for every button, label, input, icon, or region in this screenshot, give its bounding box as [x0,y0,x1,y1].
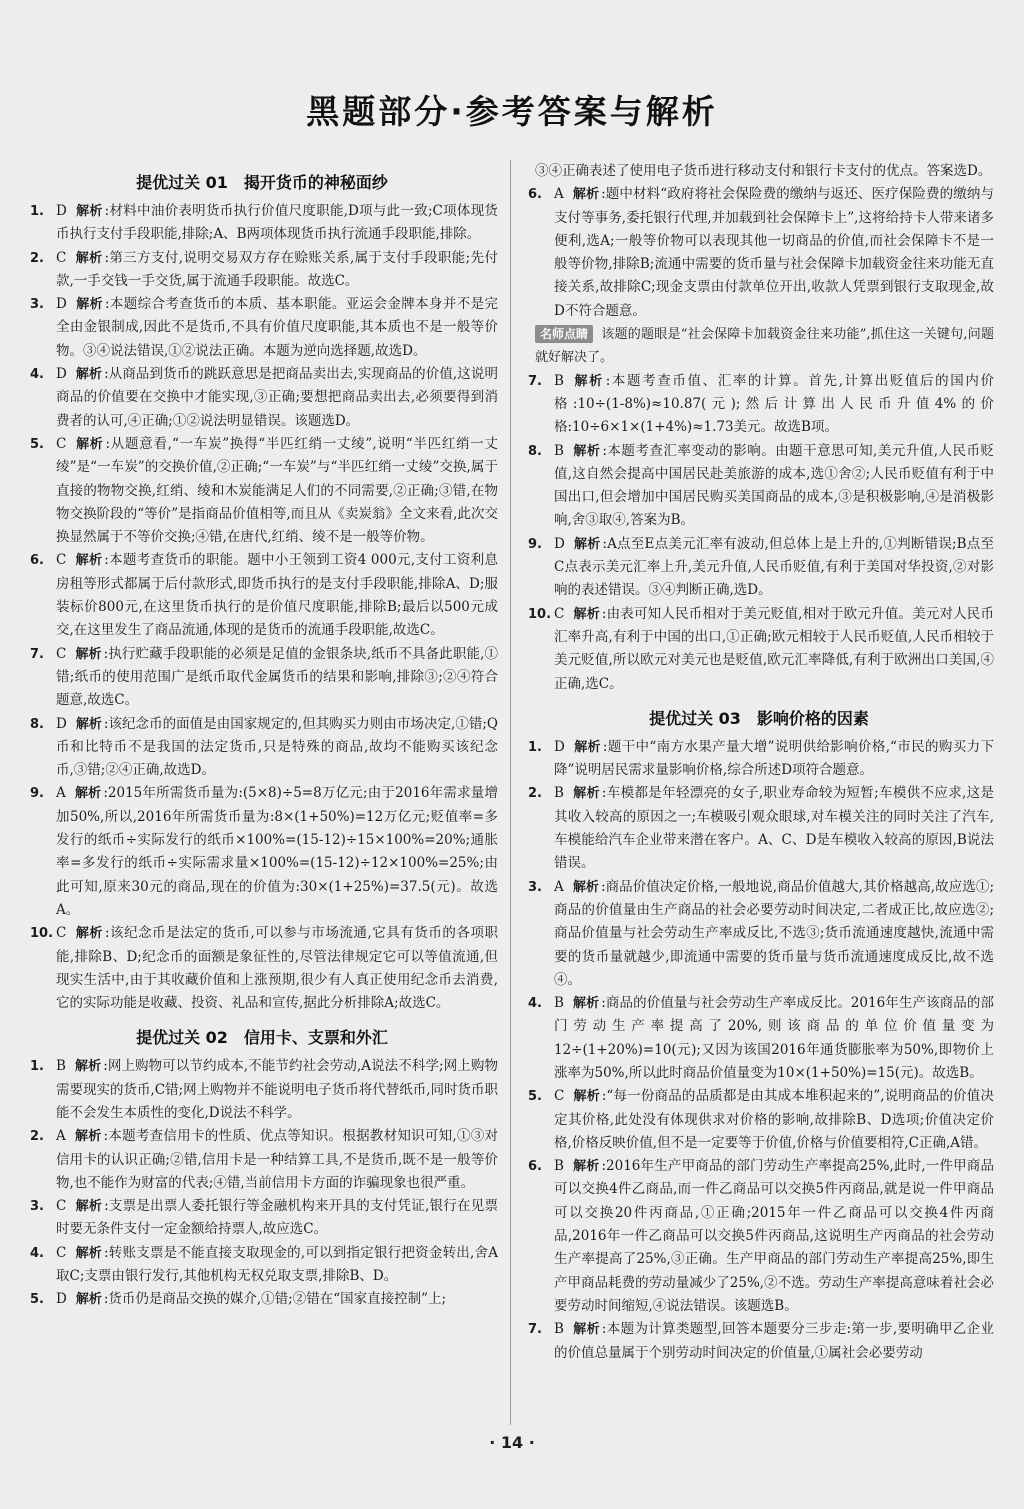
analysis-label: 解析 [75,1245,103,1261]
analysis-text: :执行贮藏手段职能的必须是足值的金银条块,纸币不具备此职能,①错;纸币的使用范围广是纸币取代金属货币的结果和影响,排除③;②④符合题意,故选C。 [56,645,498,709]
answer-choice: B [554,995,564,1012]
analysis-text: :本题综合考查货币的本质、基本职能。亚运会金牌本身并不是完全由金银制成,因此不是货币,不具有价值尺度职能,其本质也不是一般等价物。③④说法错误,①②说法正确。本题为逆向选择题,故选D。 [56,296,498,359]
analysis-label: 解析 [572,1159,600,1175]
answer-item [524,1155,994,1318]
analysis-text: :网上购物可以节约成本,不能节约社会劳动,A说法不科学;网上购物需要现实的货币,C错;网上购物并不能说明电子货币将代替纸币,同时货币职能不会发生本质性的变化,D说法不科学。 [56,1058,498,1121]
analysis-label: 解析 [75,646,102,662]
analysis-text: :题干中“南方水果产量大增”说明供给影响价格,“市民的购买力下降”说明居民需求量影响价格,综合所述D项符合题意。 [554,738,994,779]
answer-choice: C [56,1244,67,1261]
answer-item [26,247,498,294]
left-column [26,164,498,1312]
answer-number: 9. [528,536,542,552]
teacher-tip [524,323,994,370]
answer-choice: D [56,1291,67,1308]
answer-choice: C [554,1088,565,1105]
answer-number: 3. [30,1199,44,1215]
answer-number: 7. [528,1322,542,1338]
analysis-text: :车模都是年轻漂亮的女子,职业寿命较为短暂;车模供不应求,这是其收入较高的原因之一;车模吸引观众眼球,对车模关注的同时关注了汽车,车模能给汽车企业带来潜在客户。A、C、D是车模收入较高的原因,B说法错误。 [554,785,994,872]
analysis-text: :材料中油价表明货币执行价值尺度职能,D项与此一致;C项体现货币执行支付手段职能,排除;A、B两项体现货币执行流通手段职能,排除。 [56,203,498,243]
answer-number: 5. [528,1089,542,1105]
analysis-text: :商品价值决定价格,一般地说,商品价值越大,其价格越高,故应选①;商品的价值量由生产商品的社会必要劳动时间决定,二者成正比,故应选②;商品价值量与社会劳动生产率成反比,不选③;货币流通速度越快,流通中需要的货币量就越少,即流通中需要的货币量与货币流通速度成反比,故不选④。 [554,878,994,988]
answer-item [26,363,498,433]
continuation-text: ③④正确表述了使用电子货币进行移动支付和银行卡支付的优点。答案选D。 [535,163,992,179]
analysis-text: :本题考查信用卡的性质、优点等知识。根据教材知识可知,①③对信用卡的认识正确;②错,信用卡是一种结算工具,不是货币,既不是一般等价物,也不能作为财富的代表;④错,当前信用卡方面的诈骗现象也很严重。 [56,1128,498,1191]
answer-choice: A [56,785,66,802]
section-title-02: 提优过关 02 信用卡、支票和外汇 [136,1028,388,1048]
answer-number: 6. [30,553,44,569]
answer-choice: B [554,442,564,459]
answer-item [26,549,498,642]
answer-list-01 [26,200,498,1015]
analysis-label: 解析 [572,373,604,389]
analysis-text: :支票是出票人委托银行等金融机构来开具的支付凭证,银行在见票时要无条件支付一定金额给持票人,故应选C。 [56,1198,498,1238]
answer-item [26,1055,498,1125]
answer-list-02 [26,1055,498,1311]
analysis-label: 解析 [75,716,102,732]
analysis-text: :货币仍是商品交换的媒介,①错;②错在“国家直接控制”上; [103,1291,447,1308]
answer-choice: C [56,435,67,452]
section-title-01: 提优过关 01 揭开货币的神秘面纱 [136,173,388,192]
answer-number: 9. [30,786,44,802]
answer-number: 8. [30,716,44,732]
answer-item [26,782,498,922]
analysis-text: :由表可知人民币相对于美元贬值,相对于欧元升值。美元对人民币汇率升高,有利于中国的出口,①正确;欧元相较于人民币贬值,人民币相较于美元贬值,所以欧元对美元也是贬值,欧元汇率降低,有利于欧洲出口美国,④正确,选C。 [554,605,994,692]
answer-number: 7. [30,646,44,662]
answer-list-02-continued [524,183,994,323]
answer-choice: C [56,645,67,662]
answer-item [26,713,498,783]
analysis-label: 解析 [74,1129,102,1145]
answer-number: 5. [30,1292,44,1308]
analysis-label: 解析 [75,926,103,942]
analysis-label: 解析 [572,1322,600,1338]
analysis-text: :第三方支付,说明交易双方存在赊账关系,属于支付手段职能;先付款,一手交钱一手交货,属于流通手段职能。故选C。 [56,249,498,289]
answer-item [26,922,498,1015]
analysis-text: :“每一份商品的品质都是由其成本堆积起来的”,说明商品的价值决定其价格,此处没有体现供求对价格的影响,故排除B、D选项;价值决定价格,价格反映价值,但不是一定要等于价值,价格与价值要相符,C正确,A错。 [554,1088,994,1151]
answer-item [524,533,994,603]
analysis-label: 解析 [75,250,103,266]
section-title-03: 提优过关 03 影响价格的因素 [649,708,869,728]
analysis-text: :转账支票是不能直接支取现金的,可以到指定银行把资金转出,舍A取C;支票由银行发行,其他机构无权兑取支票,排除B、D。 [56,1244,498,1285]
answer-item [26,643,498,713]
answer-item [524,876,994,992]
answer-item [524,782,994,875]
answer-choice: D [554,535,565,552]
answer-item [524,603,994,696]
answer-choice: C [554,605,565,622]
tip-text: 该题的题眼是“社会保障卡加载资金往来功能”,抓住这一关键句,问题就好解决了。 [535,327,994,366]
answer-number: 10. [528,606,552,622]
answer-choice: A [554,878,564,895]
analysis-text: :本题考查货币的职能。题中小王领到工资4 000元,支付工资利息房租等形式都属于后付款形式,即货币执行的是支付手段职能,排除A、D;服装标价800元,在这里货币执行的是价值尺度职能,排除B;最后以500元成交,在这里发生了商品流通,体现的是货币的流通手段职能,故选C。 [56,552,498,639]
answer-number: 2. [30,250,44,266]
answer-number: 2. [30,1129,44,1145]
answer-number: 4. [30,1245,44,1261]
analysis-label: 解析 [75,367,103,383]
analysis-label: 解析 [75,297,103,313]
analysis-text: :2016年生产甲商品的部门劳动生产率提高25%,此时,一件甲商品可以交换4件乙商品,而一件乙商品可以交换5件丙商品,就是说一件甲商品可以交换20件丙商品,①正确;2015年一件乙商品可以交换4件丙商品,2016年一件乙商品可以交换5件丙商品,这说明生产丙商品的社会劳动生产率提高了25%,③正确。生产甲商品的部门劳动生产率提高25%,即生产甲商品耗费的劳动量减少了25%,②不选。劳动生产率提高意味着社会必要劳动时间缩短,④说法错误。该题选B。 [554,1158,994,1314]
answer-item [524,440,994,533]
answer-choice: D [56,203,67,219]
answer-number: 8. [528,443,542,459]
analysis-text: :本题考查币值、汇率的计算。首先,计算出贬值后的国内价格:10÷(1-8%)≈10.87(元);然后计算出人民币升值4%的价格:10÷6×1×(1+4%)≈1.73美元。故选B项。 [554,372,994,436]
right-column [524,160,994,1365]
analysis-label: 解析 [573,536,601,552]
answer-item [26,1125,498,1195]
analysis-label: 解析 [572,443,601,459]
answer-choice: D [56,715,67,732]
answer-item [26,200,498,247]
answer-choice: C [56,925,67,942]
answer-number: 7. [528,373,542,389]
analysis-text: :商品的价值量与社会劳动生产率成反比。2016年生产该商品的部门劳动生产率提高了20%,则该商品的单位价值量变为12÷(1+20%)=10(元);又因为该国2016年通货膨胀率为50%,即物价上涨率为50%,所以此时商品价值量变为10×(1+50%)=15(元)。故选B。 [554,995,994,1081]
answer-item [26,1195,498,1242]
analysis-label: 解析 [75,204,103,219]
answer-choice: B [56,1058,66,1075]
answer-number: 3. [528,879,542,895]
answer-item [26,293,498,363]
analysis-label: 解析 [572,879,599,895]
answer-number: 4. [528,996,542,1012]
analysis-label: 解析 [75,436,104,452]
analysis-label: 解析 [75,553,103,569]
answer-number: 6. [528,1159,542,1175]
answer-choice: D [554,738,565,755]
answer-list-03 [524,736,994,1365]
analysis-text: :A点至E点美元汇率有波动,但总体上是上升的,①判断错误;B点至C点表示美元汇率上升,美元升值,人民币贬值,有利于美国对华投资,②对影响的表述错误。③④判断正确,选D。 [554,535,994,599]
answer-number: 6. [528,187,542,203]
answer-choice: D [56,366,67,383]
analysis-label: 解析 [572,996,600,1012]
analysis-label: 解析 [75,1199,103,1215]
analysis-label: 解析 [572,786,600,802]
analysis-label: 解析 [572,187,600,203]
answer-number: 1. [30,1059,44,1075]
answer-number: 3. [30,297,44,313]
answer-item [524,183,994,323]
answer-number: 4. [30,367,44,383]
analysis-label: 解析 [573,739,601,755]
answer-choice: C [56,1198,67,1215]
analysis-text: :本题为计算类题型,回答本题要分三步走:第一步,要明确甲乙企业的价值总量属于个别劳动时间决定的价值量,①属社会必要劳动 [554,1321,994,1361]
answer-item [524,736,994,783]
answer-choice: C [56,249,67,266]
answer-choice: B [554,372,564,389]
answer-item [524,370,994,440]
answer-choice: D [56,296,67,313]
column-divider [510,160,511,1425]
answer-item [524,1318,994,1365]
answer-choice: B [554,1321,564,1338]
analysis-label: 解析 [75,1292,102,1308]
answer-item [524,1085,994,1155]
answer-number: 1. [528,739,542,755]
analysis-label: 解析 [573,1089,600,1105]
analysis-text: :从商品到货币的跳跃意思是把商品卖出去,实现商品的价值,这说明商品的价值要在交换中才能实现,③正确;要想把商品卖出去,必须要得到消费者的认可,④正确;①②说法明显错误。该题选D。 [56,366,498,429]
answer-item [524,992,994,1085]
answer-number: 5. [30,436,44,452]
analysis-text: :2015年所需货币量为:(5×8)÷5=8万亿元;由于2016年需求量增加50%,所以,2016年所需货币量为:8×(1+50%)=12万亿元;贬值率=多发行的纸币÷实际发行的纸币×100%=(15-12)÷15×100%=20%;通胀率=多发行的纸币÷实际需求量×100%=(15-12)÷12×100%=25%;由此可知,原来30元的商品,现在的价值为:30×(1+25%)=37.5(元)。故选A。 [56,785,498,918]
analysis-text: :本题考查汇率变动的影响。由题干意思可知,美元升值,人民币贬值,这自然会提高中国居民赴美旅游的成本,选①舍②;人民币贬值有利于中国出口,但会增加中国居民购买美国商品的成本,③是积极影响,④是消极影响,舍③取④,答案为B。 [554,442,994,529]
answer-choice: A [554,186,564,203]
page-title: 黑题部分·参考答案与解析 [306,92,718,131]
answer-choice: C [56,552,67,569]
analysis-text: :该纪念币的面值是由国家规定的,但其购买力则由市场决定,①错;Q币和比特币不是我国的法定货币,只是特殊的商品,故均不能购买该纪念币,③错;②④正确,故选D。 [56,715,498,779]
answer-number: 2. [528,786,542,802]
answer-number: 10. [30,926,54,942]
tip-label: 名师点睛 [535,325,593,343]
page-number: · 14 · [489,1433,535,1452]
answer-number: 1. [30,204,44,219]
analysis-label: 解析 [74,1059,102,1075]
analysis-text: :从题意看,“一车炭”换得“半匹红绡一丈绫”,说明“半匹红绡一丈绫”是“一车炭”的交换价值,②正确;“一车炭”与“半匹红绡一丈绫”交换,属于直接的物物交换,红绡、绫和木炭能满足人们的不同需要,②正确;③错,在物物交换阶段的“等价”是指商品价值相等,而且从《卖炭翁》全文来看,此次交换显然属于不等价交换;④错,在唐代,红绡、绫不是一般等价物。 [56,435,498,546]
answer-choice: A [56,1128,66,1145]
analysis-text: :题中材料“政府将社会保险费的缴纳与返还、医疗保险费的缴纳与支付等事务,委托银行代理,并加载到社会保障卡上”,这将给持卡人带来诸多便利,选A;一般等价物可以表现其他一切商品的价值,而社会保障卡不是一般等价物,排除B;流通中需要的货币量与社会保障卡加载资金往来功能无直接关系,故排除C;现金支票由付款单位开出,收款人凭票到银行支取现金,故D不符合题意。 [554,186,994,319]
answer-item [26,433,498,549]
answer-list-02-more [524,370,994,696]
analysis-label: 解析 [74,786,102,802]
answer-item [26,1288,498,1311]
analysis-label: 解析 [573,606,600,622]
answer-choice: B [554,1158,564,1175]
analysis-text: :该纪念币是法定的货币,可以参与市场流通,它具有货币的各项职能,排除B、D;纪念币的面额是象征性的,尽管法律规定它可以等值流通,但现实生活中,由于其收藏价值和上涨预期,很少有人真正使用纪念币去消费,它的实际功能是收藏、投资、礼品和宣传,据此分析排除A;故选C。 [56,925,498,1012]
answer-choice: B [554,785,564,802]
answer-item [26,1242,498,1289]
